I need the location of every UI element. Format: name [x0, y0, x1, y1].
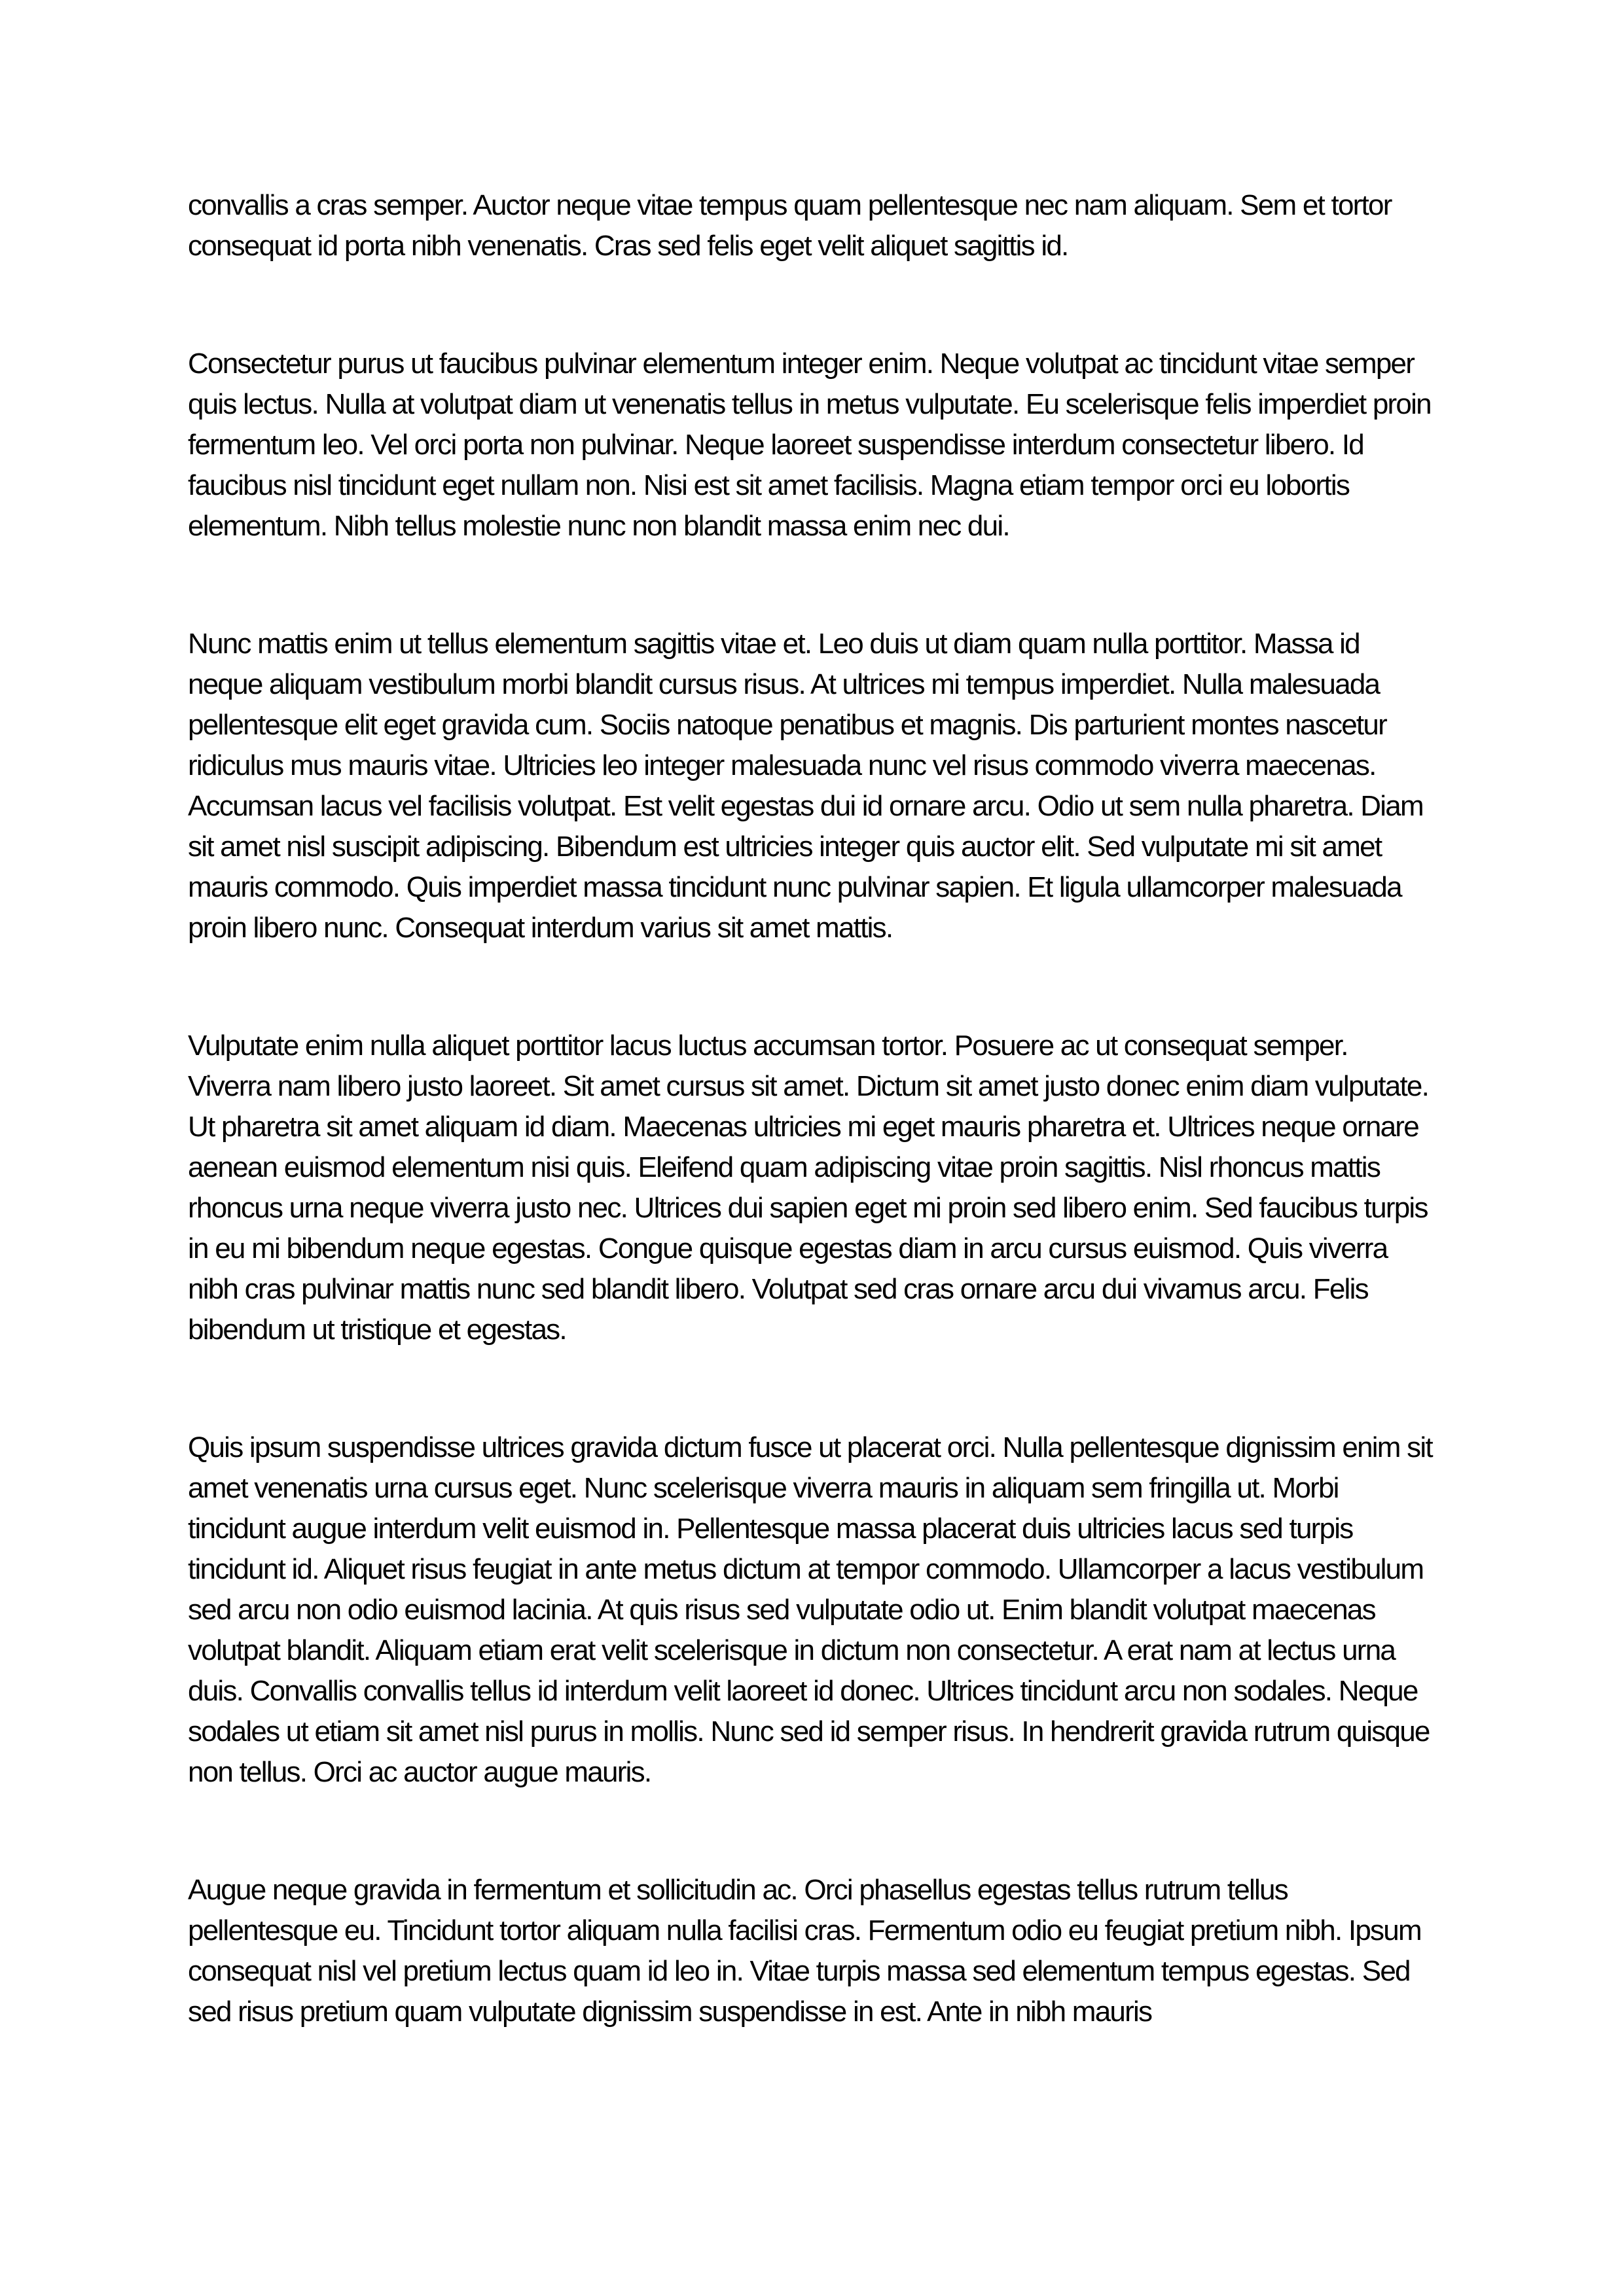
paragraph-2: Consectetur purus ut faucibus pulvinar elementum integer enim. Neque volutpat ac tincidunt vitae semper quis lectus. Nulla at volutpat diam ut venenatis tellus in metus vulputate. Eu scelerisque felis imperdiet proin fermentum leo. Vel orci porta non pulvinar. Neque laoreet suspendisse interdum consectetur libero. Id faucibus nisl tincidunt eget nullam non. Nisi est sit amet facilisis. Magna etiam tempor orci eu lobortis elementum. Nibh tellus molestie nunc non blandit massa enim nec dui.: [188, 348, 1431, 542]
paragraph-6: Augue neque gravida in fermentum et sollicitudin ac. Orci phasellus egestas tellus rutrum tellus pellentesque eu. Tincidunt tortor aliquam nulla facilisi cras. Fermentum odio eu feugiat pretium nibh. Ipsum consequat nisl vel pretium lectus quam id leo in. Vitae turpis massa sed elementum tempus egestas. Sed sed risus pretium quam vulputate dignissim suspendisse in est. Ante in nibh mauris: [188, 1874, 1421, 2028]
paragraph-5: Quis ipsum suspendisse ultrices gravida dictum fusce ut placerat orci. Nulla pellentesque dignissim enim sit amet venenatis urna cursus eget. Nunc scelerisque viverra mauris in aliquam sem fringilla ut. Morbi tincidunt augue interdum velit euismod in. Pellentesque massa placerat duis ultricies lacus sed turpis tincidunt id. Aliquet risus feugiat in ante metus dictum at tempor commodo. Ullamcorper a lacus vestibulum sed arcu non odio euismod lacinia. At quis risus sed vulputate odio ut. Enim blandit volutpat maecenas volutpat blandit. Aliquam etiam erat velit scelerisque in dictum non consectetur. A erat nam at lectus urna duis. Convallis convallis tellus id interdum velit laoreet id donec. Ultrices tincidunt arcu non sodales. Neque sodales ut etiam sit amet nisl purus in mollis. Nunc sed id semper risus. In hendrerit gravida rutrum quisque non tellus. Orci ac auctor augue mauris.: [188, 1431, 1432, 1788]
paragraph-3: Nunc mattis enim ut tellus elementum sagittis vitae et. Leo duis ut diam quam nulla porttitor. Massa id neque aliquam vestibulum morbi blandit cursus risus. At ultrices mi tempus imperdiet. Nulla malesuada pellentesque elit eget gravida cum. Sociis natoque penatibus et magnis. Dis parturient montes nascetur ridiculus mus mauris vitae. Ultricies leo integer malesuada nunc vel risus commodo viverra maecenas. Accumsan lacus vel facilisis volutpat. Est velit egestas dui id ornare arcu. Odio ut sem nulla pharetra. Diam sit amet nisl suscipit adipiscing. Bibendum est ultricies integer quis auctor elit. Sed vulputate mi sit amet mauris commodo. Quis imperdiet massa tincidunt nunc pulvinar sapien. Et ligula ullamcorper malesuada proin libero nunc. Consequat interdum varius sit amet mattis.: [188, 628, 1423, 944]
paragraph-1: convallis a cras semper. Auctor neque vitae tempus quam pellentesque nec nam aliquam. Sem et tortor consequat id porta nibh venenatis. Cras sed felis eget velit aliquet sagittis id.: [188, 189, 1392, 262]
paragraph-4: Vulputate enim nulla aliquet porttitor lacus luctus accumsan tortor. Posuere ac ut consequat semper. Viverra nam libero justo laoreet. Sit amet cursus sit amet. Dictum sit amet justo donec enim diam vulputate. Ut pharetra sit amet aliquam id diam. Maecenas ultricies mi eget mauris pharetra et. Ultrices neque ornare aenean euismod elementum nisi quis. Eleifend quam adipiscing vitae proin sagittis. Nisl rhoncus mattis rhoncus urna neque viverra justo nec. Ultrices dui sapien eget mi proin sed libero enim. Sed faucibus turpis in eu mi bibendum neque egestas. Congue quisque egestas diam in arcu cursus euismod. Quis viverra nibh cras pulvinar mattis nunc sed blandit libero. Volutpat sed cras ornare arcu dui vivamus arcu. Felis bibendum ut tristique et egestas.: [188, 1030, 1429, 1346]
